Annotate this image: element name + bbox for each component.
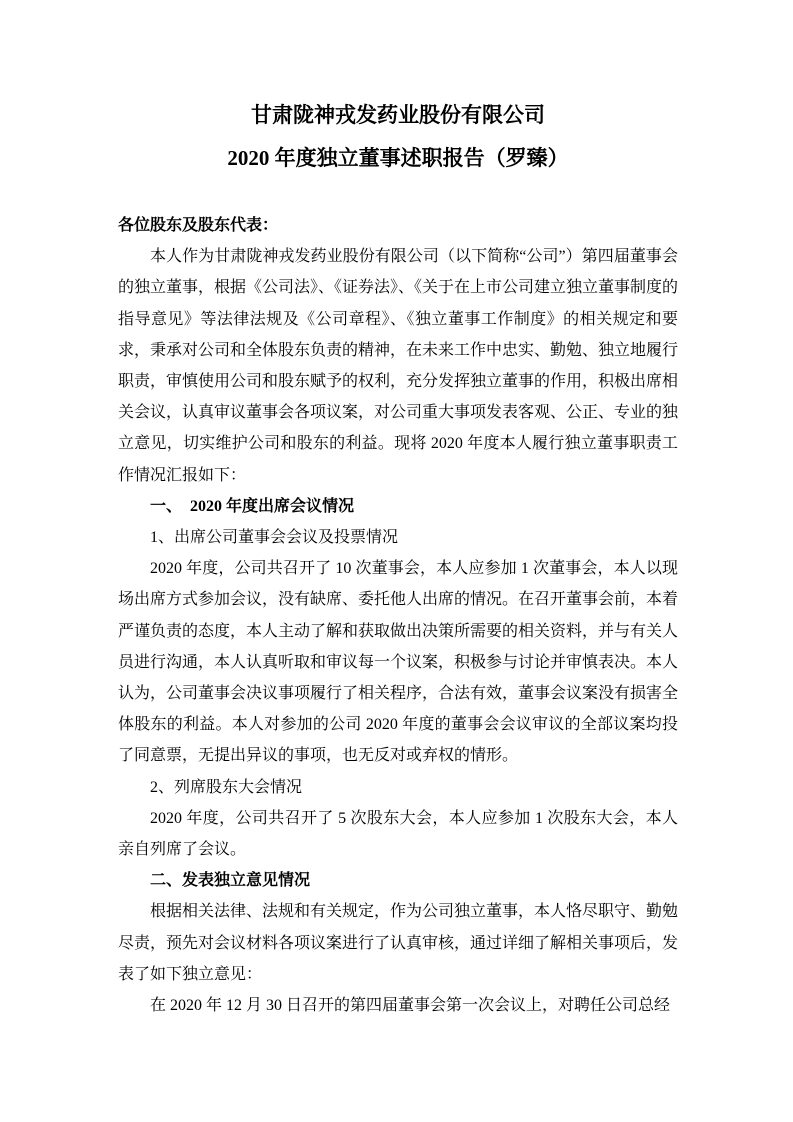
body-paragraph: 2020 年度，公司共召开了 10 次董事会，本人应参加 1 次董事会，本人以现场出席方式参加会议，没有缺席、委托他人出席的情况。在召开董事会前，本着严谨负责的态度，本人主动了解和获取做出决策所需要的相关资料，并与有关人员进行沟通，本人认真听取和审议每一个议案，积极参与讨论并审慎表决。本人认为，公司董事会决议事项履行了相关程序，合法有效，董事会议案没有损害全体股东的利益。本人对参加的公司 2020 年度的董事会会议审议的全部议案均投了同意票，无提出异议的事项，也无反对或弃权的情形。 [118, 560, 679, 765]
heading-paragraph: 各位股东及股东代表： [118, 217, 279, 234]
body-paragraph: 2020 年度，公司共召开了 5 次股东大会，本人应参加 1 次股东大会，本人亲自列席了会议。 [118, 809, 678, 859]
report-title: 2020 年度独立董事述职报告（罗臻） [227, 146, 569, 170]
body-paragraph: 在 2020 年 12 月 30 日召开的第四届董事会第一次会议上，对聘任公司总经 [150, 997, 671, 1015]
heading-paragraph: 二、发表独立意见情况 [150, 872, 311, 890]
body-paragraph: 本人作为甘肃陇神戎发药业股份有限公司（以下简称“公司”）第四届董事会的独立董事，根据《公司法》、《证券法》、《关于在上市公司建立独立董事制度的指导意见》等法律法规及《公司章程》、《独立董事工作制度》的相关规定和要求，秉承对公司和全体股东负责的精神，在未来工作中忠实、勤勉、独立地履行职责，审慎使用公司和股东赋予的权利，充分发挥独立董事的作用，积极出席相关会议，认真审议董事会各项议案，对公司重大事项发表客观、公正、专业的独立意见，切实维护公司和股东的利益。现将 2020 年度本人履行独立董事职责工作情况汇报如下： [118, 248, 679, 484]
body-paragraph: 2、列席股东大会情况 [150, 778, 303, 796]
document-title-block [118, 94, 678, 180]
heading-paragraph: 一、 2020 年度出席会议情况 [150, 497, 355, 515]
body-paragraph: 根据相关法律、法规和有关规定，作为公司独立董事，本人恪尽职守、勤勉尽责，预先对会议材料各项议案进行了认真审核，通过详细了解相关事项后，发表了如下独立意见： [118, 903, 679, 983]
company-name-title: 甘肃陇神戎发药业股份有限公司 [251, 103, 545, 127]
document-body [118, 210, 678, 1021]
body-paragraph: 1、出席公司董事会会议及投票情况 [150, 529, 399, 547]
